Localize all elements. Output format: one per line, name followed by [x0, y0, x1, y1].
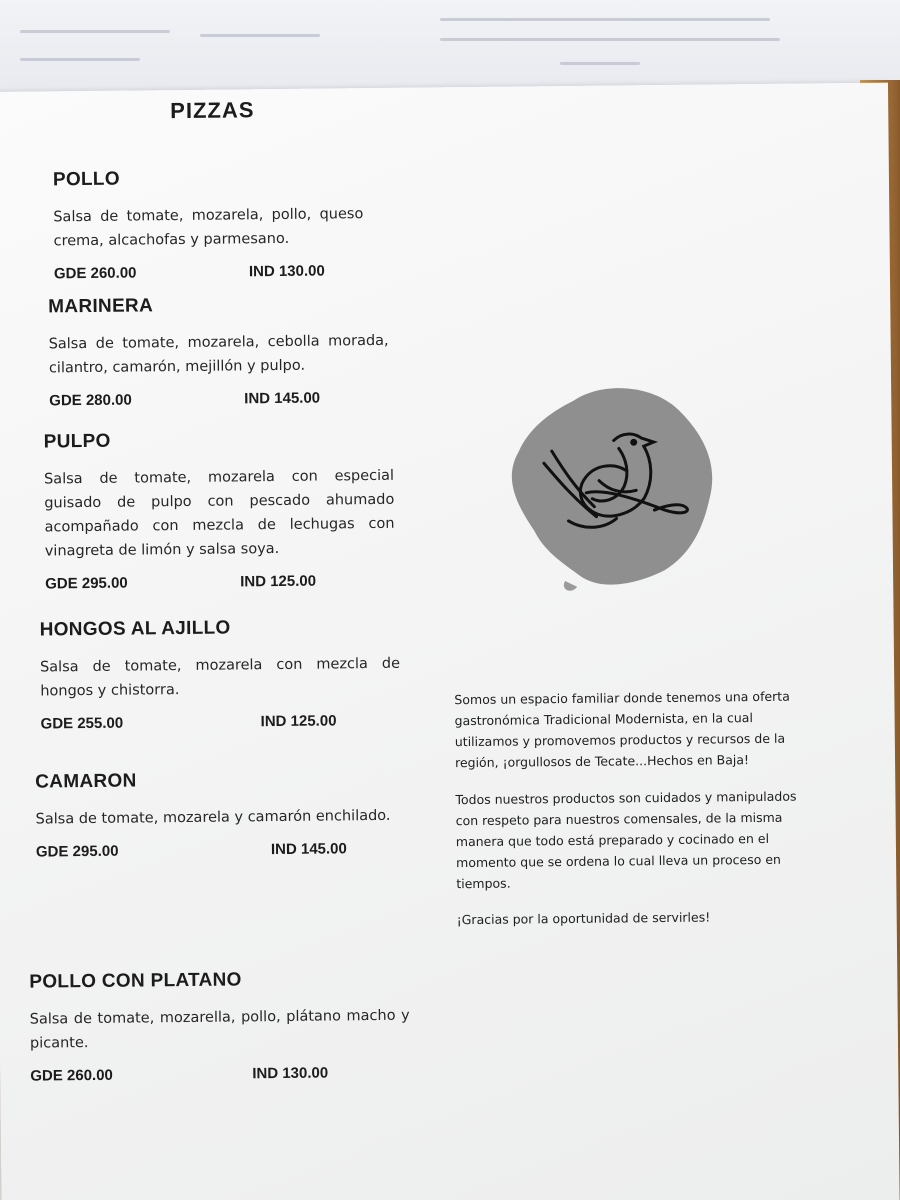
- item-name: POLLO CON PLATANO: [29, 969, 242, 993]
- price-large: GDE 255.00: [40, 714, 124, 733]
- closing-message: ¡Gracias por la oportunidad de servirles!: [456, 909, 711, 928]
- faded-text-line: [20, 58, 140, 61]
- item-description: Salsa de tomate, mozarella, pollo, plátano macho y picante.: [29, 1007, 410, 1052]
- item-name: POLLO: [52, 168, 120, 191]
- price-large: GDE 260.00: [30, 1066, 113, 1085]
- item-name: PULPO: [43, 430, 111, 453]
- price-individual: IND 130.00: [252, 1064, 329, 1083]
- faded-text-line: [560, 62, 640, 65]
- item-prices: [30, 1063, 430, 1089]
- item-description: Salsa de tomate, mozarela, cebolla morada, cilantro, camarón, mejillón y pulpo.: [48, 332, 389, 377]
- menu-item: [48, 292, 449, 414]
- bird-logo-icon: [503, 379, 715, 601]
- item-description: Salsa de tomate, mozarela con especial guisado de pulpo con pescado ahumado acompañado con mezcla de lechugas con vinagreta de limón y salsa soya.: [43, 467, 395, 560]
- price-individual: IND 125.00: [260, 712, 337, 731]
- about-paragraph: Todos nuestros productos son cuidados y manipulados con respeto para nuestros comensales, de la misma manera que todo está preparado y cocinado en el momento que se ordena lo cual lleva un proceso en tiempos.: [455, 788, 797, 892]
- price-individual: IND 125.00: [240, 572, 317, 591]
- price-large: GDE 295.00: [35, 842, 119, 861]
- item-prices: [49, 388, 449, 414]
- price-large: GDE 295.00: [45, 574, 128, 593]
- price-individual: IND 130.00: [248, 262, 325, 281]
- menu-item: [44, 427, 446, 597]
- item-prices: [54, 261, 454, 287]
- menu-item: [40, 615, 441, 737]
- item-name: HONGOS AL AJILLO: [39, 617, 231, 641]
- faded-text-line: [440, 18, 770, 21]
- item-name: MARINERA: [48, 295, 154, 318]
- price-individual: IND 145.00: [270, 840, 347, 859]
- menu-page: [0, 83, 900, 1200]
- item-description: Salsa de tomate, mozarela con mezcla de hongos y chistorra.: [39, 655, 401, 700]
- item-name: CAMARON: [35, 770, 137, 793]
- item-prices: [36, 839, 436, 865]
- item-prices: [41, 711, 441, 737]
- price-large: GDE 260.00: [53, 264, 137, 283]
- menu-item: [35, 767, 436, 865]
- item-description: Salsa de tomate, mozarela y camarón enchilado.: [35, 807, 391, 828]
- menu-item: [53, 165, 454, 287]
- item-prices: [45, 571, 445, 597]
- faded-text-line: [200, 34, 320, 37]
- menu-item: [29, 967, 430, 1089]
- price-large: GDE 280.00: [49, 391, 132, 410]
- about-paragraph: Somos un espacio familiar donde tenemos una oferta gastronómica Tradicional Modernista, en la cual utilizamos y promovemos productos y recursos de la región, ¡orgullosos de Tecate...Hechos en Baja!: [454, 688, 790, 771]
- faded-text-line: [440, 38, 780, 41]
- item-description: Salsa de tomate, mozarela, pollo, queso crema, alcachofas y parmesano.: [53, 206, 364, 250]
- price-individual: IND 145.00: [244, 389, 321, 408]
- menu-title: PIZZAS: [170, 97, 255, 124]
- faded-text-line: [20, 30, 170, 33]
